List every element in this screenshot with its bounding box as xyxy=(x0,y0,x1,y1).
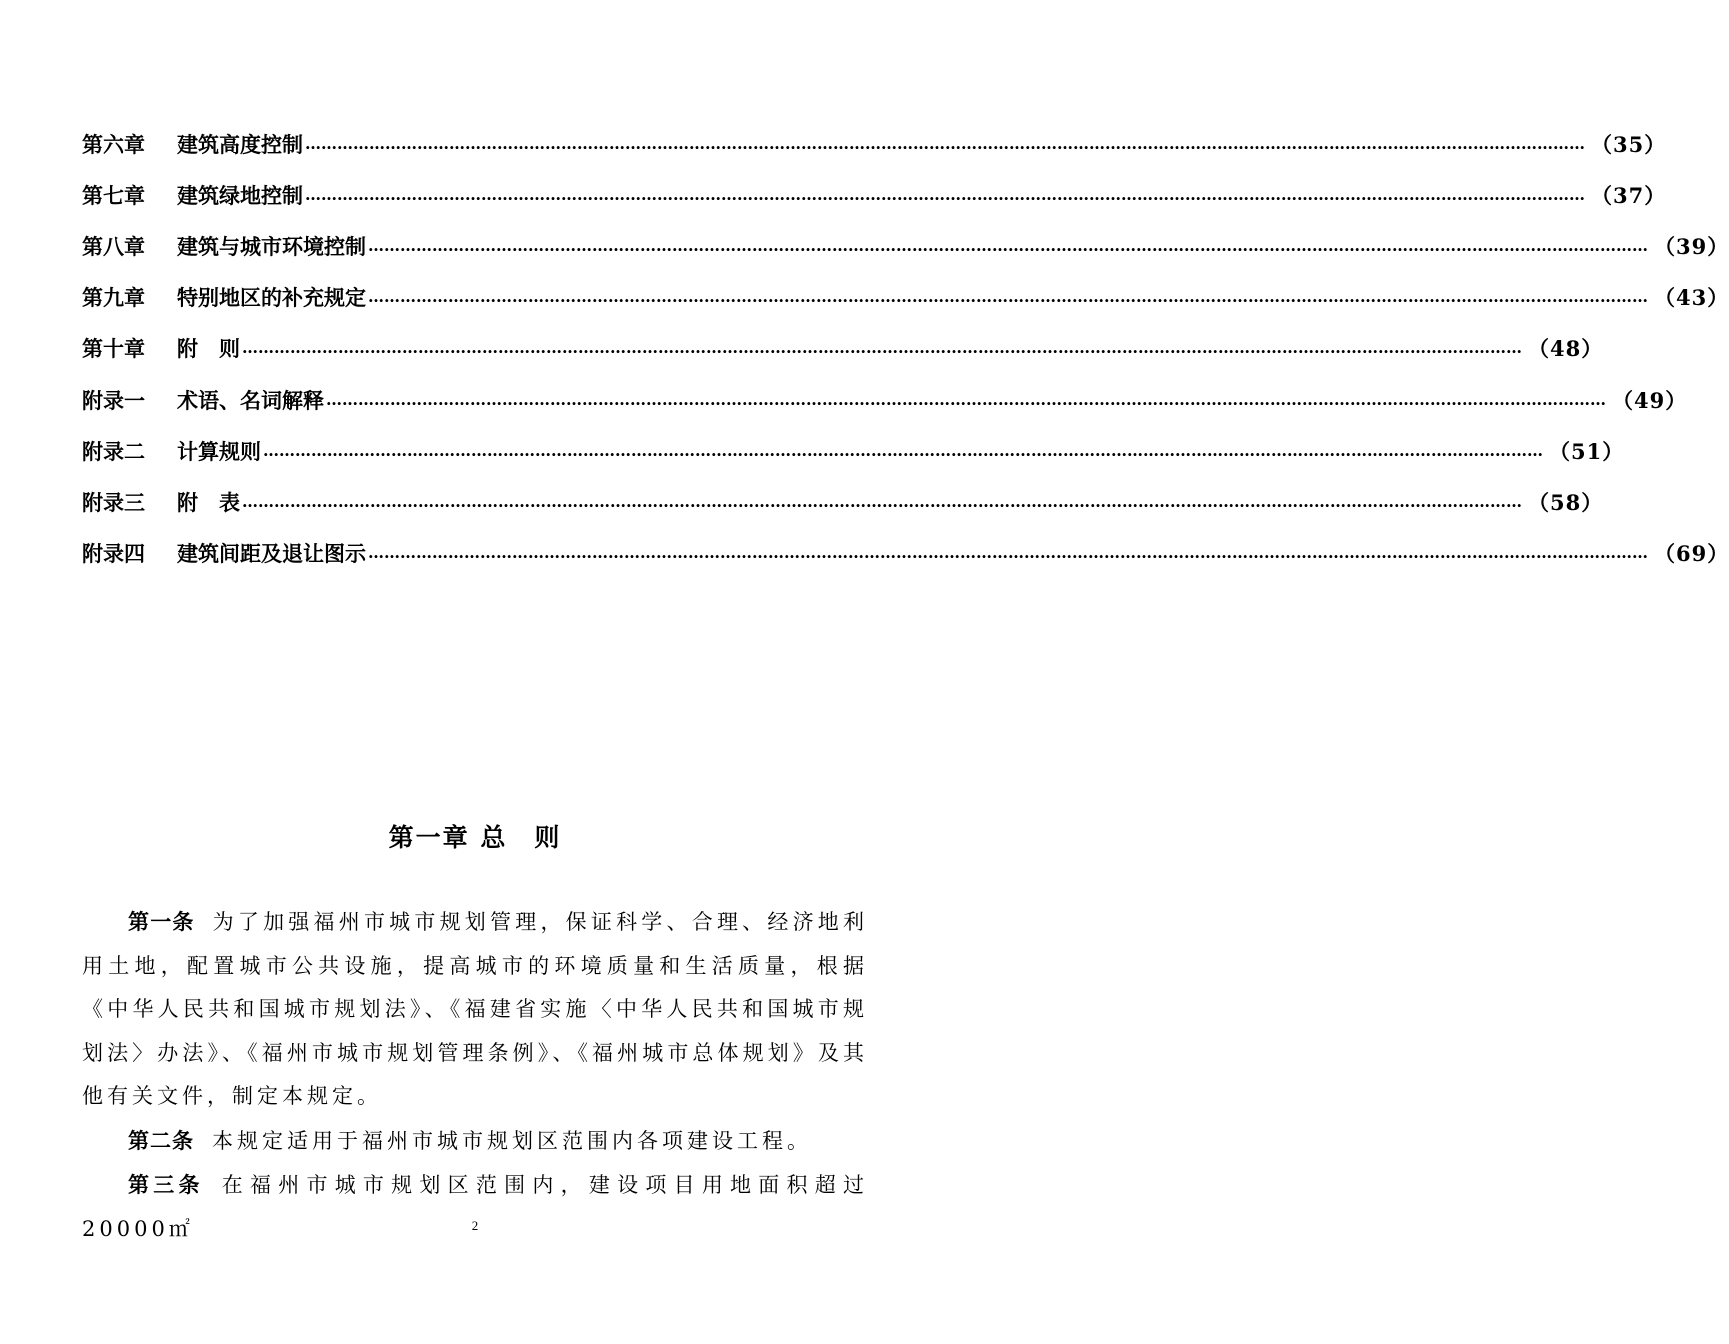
toc-entry[interactable] xyxy=(82,528,1729,579)
toc-entry[interactable] xyxy=(82,118,1667,169)
toc-entry-page: （51） xyxy=(1549,438,1625,464)
toc-entry[interactable] xyxy=(82,476,1604,527)
article-text: 本规定适用于福州市城市规划区范围内各项建设工程。 xyxy=(212,1128,812,1153)
toc-entry-page: （58） xyxy=(1528,489,1604,515)
toc-leader-dots: …………………………………………………………………………………………………………………………………………………………………………………………………………………… xyxy=(368,235,1648,255)
toc-leader-dots: …………………………………………………………………………………………………………………………………………………………………………………………………………………… xyxy=(326,389,1606,409)
toc-entry-title: 建筑高度控制 xyxy=(177,131,303,157)
toc-entry-page: （35） xyxy=(1591,131,1667,157)
toc-entry-title: 计算规则 xyxy=(177,438,261,464)
toc-entry[interactable] xyxy=(82,323,1604,374)
toc-leader-dots: …………………………………………………………………………………………………………………………………………………………………………………………………………………… xyxy=(242,338,1522,358)
toc-entry-title: 附 表 xyxy=(177,489,240,515)
toc-entry-label: 第七章 xyxy=(82,182,145,208)
toc-entry-label: 第九章 xyxy=(82,285,145,311)
toc-entry-title: 附 则 xyxy=(177,336,240,362)
toc-leader-dots: …………………………………………………………………………………………………………………………………………………………………………………………………………………… xyxy=(368,543,1648,563)
toc-entry[interactable] xyxy=(82,425,1625,476)
article-paragraph xyxy=(82,900,868,1119)
toc-entry-page: （37） xyxy=(1591,182,1667,208)
toc-entry[interactable] xyxy=(82,272,1729,323)
toc-entry-page: （49） xyxy=(1612,387,1688,413)
chapter-body xyxy=(82,900,868,1251)
article-label: 第一条 xyxy=(128,909,195,934)
toc-leader-dots: …………………………………………………………………………………………………………………………………………………………………………………………………………………… xyxy=(305,133,1585,153)
chapter-heading: 第一章 总 则 xyxy=(388,823,562,852)
article-paragraph xyxy=(82,1119,868,1164)
toc-entry-title: 术语、名词解释 xyxy=(177,387,324,413)
toc-entry-page: （43） xyxy=(1654,285,1729,311)
toc-entry-label: 第十章 xyxy=(82,336,145,362)
article-label: 第二条 xyxy=(128,1127,194,1153)
toc-entry[interactable] xyxy=(82,169,1667,220)
toc-leader-dots: …………………………………………………………………………………………………………………………………………………………………………………………………………………… xyxy=(368,287,1648,307)
toc-entry-page: （48） xyxy=(1528,336,1604,362)
toc-entry-title: 特别地区的补充规定 xyxy=(177,285,366,311)
toc-entry-page: （69） xyxy=(1654,541,1729,567)
toc-entry-label: 第六章 xyxy=(82,131,145,157)
toc-entry[interactable] xyxy=(82,374,1688,425)
toc-leader-dots: …………………………………………………………………………………………………………………………………………………………………………………………………………………… xyxy=(305,184,1585,204)
toc-entry-label: 附录一 xyxy=(82,387,145,413)
toc-entry-label: 附录四 xyxy=(82,541,145,567)
article-paragraph xyxy=(82,1163,868,1251)
toc-entry[interactable] xyxy=(82,220,1729,271)
article-text: 在福州市城市规划区范围内，建设项目用地面积超过20000㎡ xyxy=(82,1173,869,1241)
toc-leader-dots: …………………………………………………………………………………………………………………………………………………………………………………………………………………… xyxy=(263,440,1543,460)
toc-entry-label: 第八章 xyxy=(82,233,145,259)
table-of-contents xyxy=(82,118,1729,579)
toc-entry-page: （39） xyxy=(1654,233,1729,259)
toc-entry-label: 附录二 xyxy=(82,438,145,464)
toc-entry-title: 建筑间距及退让图示 xyxy=(177,541,366,567)
toc-entry-title: 建筑与城市环境控制 xyxy=(177,233,366,259)
article-label: 第三条 xyxy=(128,1172,204,1197)
toc-entry-label: 附录三 xyxy=(82,489,145,515)
toc-leader-dots: …………………………………………………………………………………………………………………………………………………………………………………………………………………… xyxy=(242,491,1522,511)
page-number: 2 xyxy=(471,1218,479,1233)
toc-entry-title: 建筑绿地控制 xyxy=(177,182,303,208)
article-text: 为了加强福州市城市规划管理，保证科学、合理、经济地利用土地，配置城市公共设施，提高城市的环境质量和生活质量，根据《中华人民共和国城市规划法》、《福建省实施〈中华人民共和国城市规划法〉办法》、《福州市城市规划管理条例》、《福州城市总体规划》及其他有关文件，制定本规定。 xyxy=(82,910,869,1108)
